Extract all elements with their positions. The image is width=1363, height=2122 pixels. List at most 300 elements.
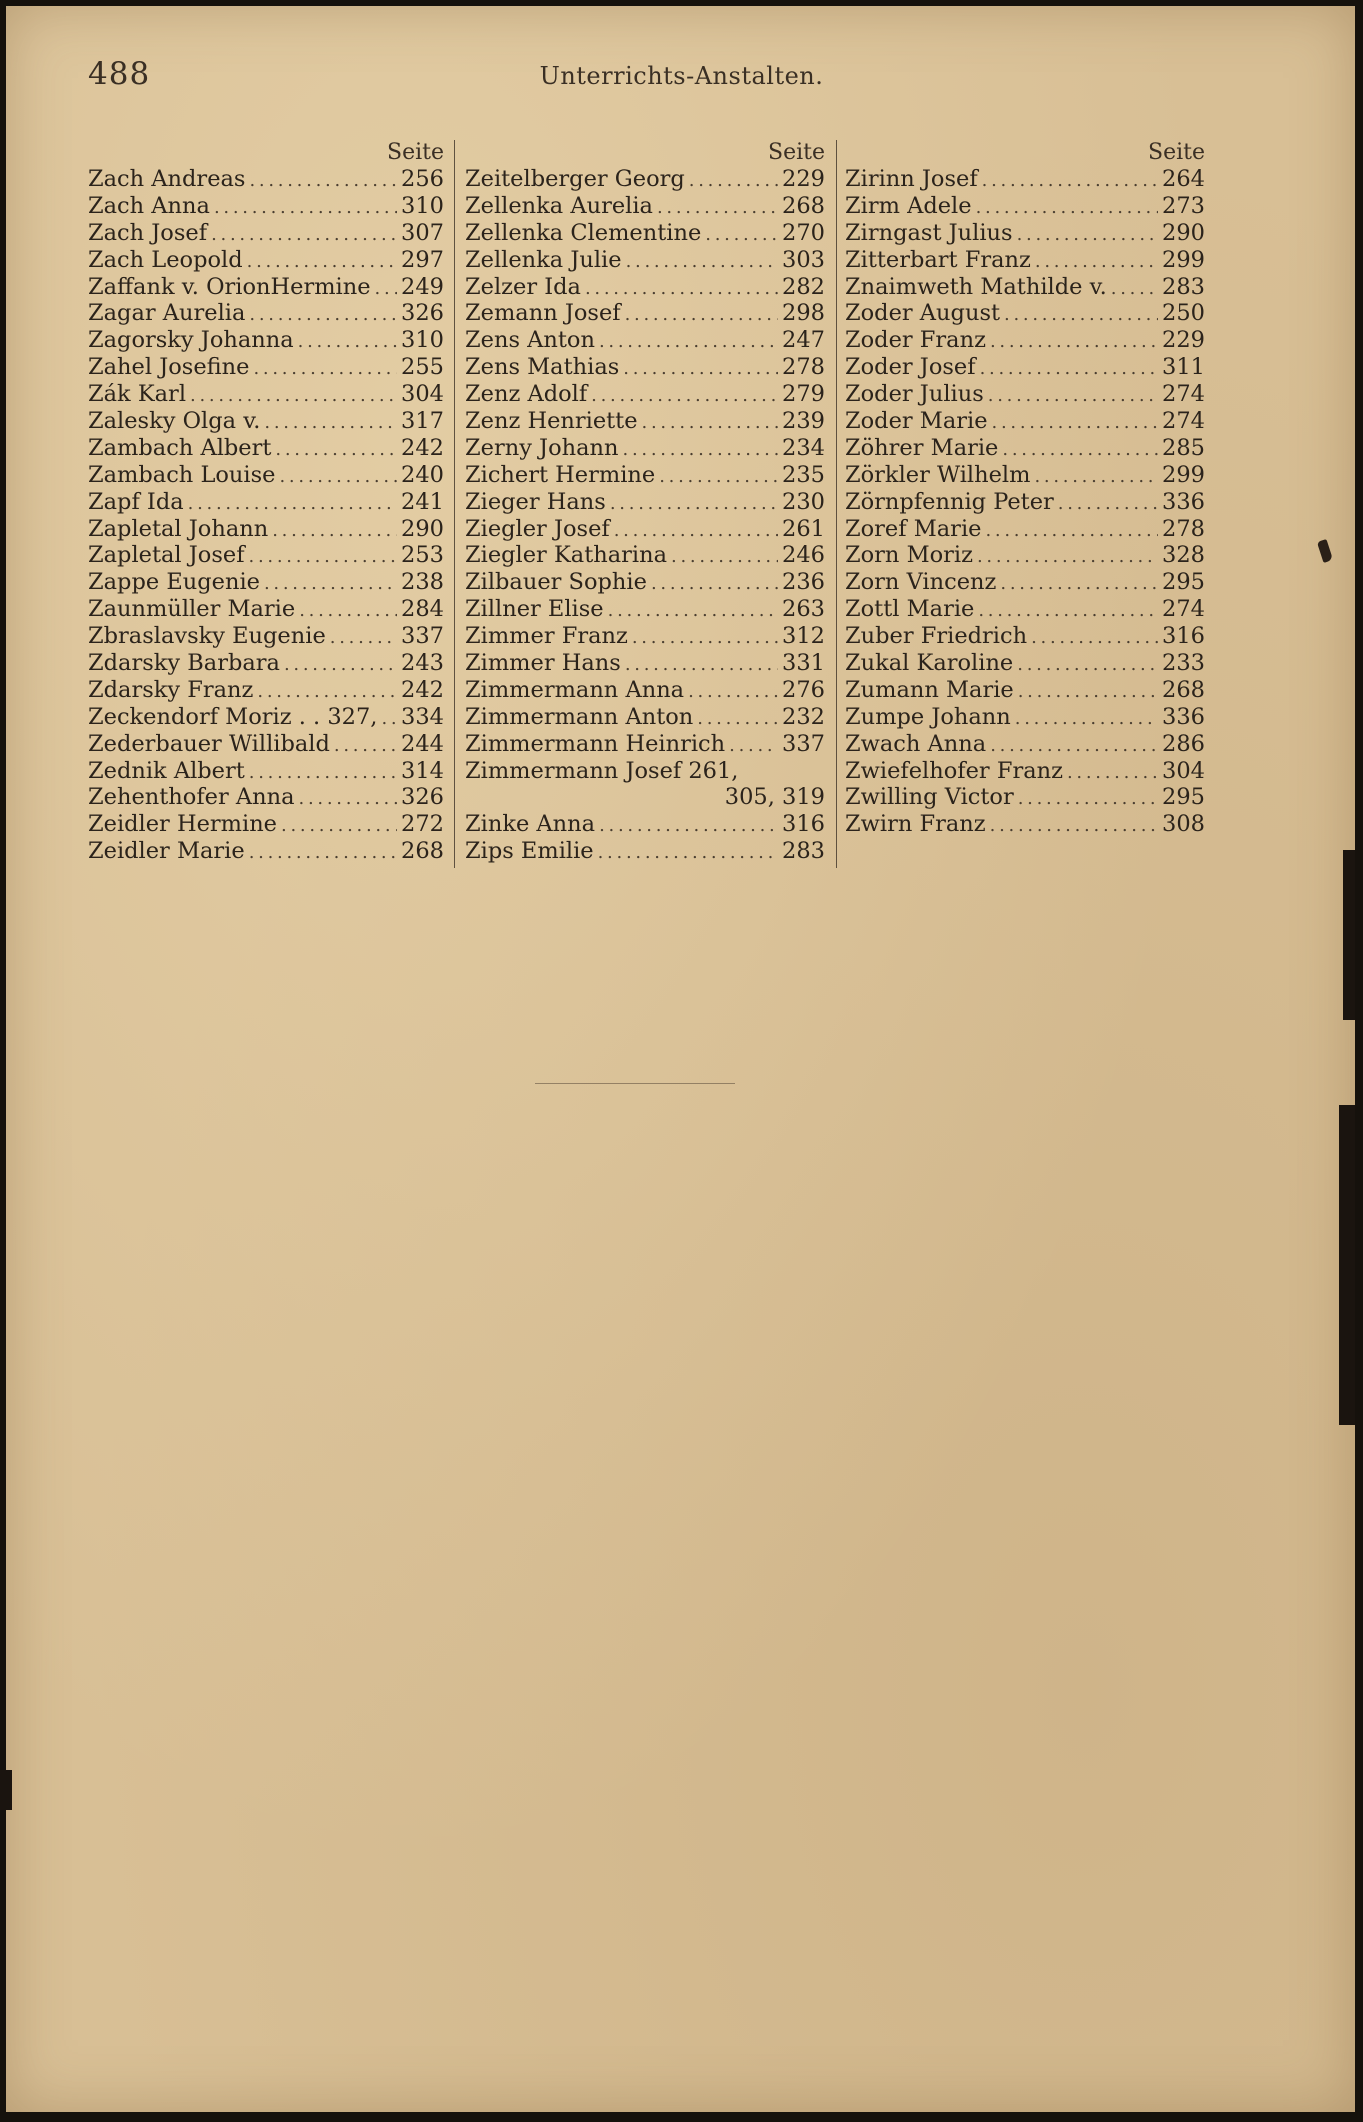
leader-dots (1018, 679, 1158, 706)
leader-dots (299, 786, 398, 813)
entry-name: Zirinn Josef (845, 166, 978, 192)
entry-page: 314 (401, 757, 444, 784)
entry-page: 336 (1162, 703, 1205, 730)
entry-name: Zimmermann Heinrich (465, 730, 726, 757)
leader-dots (1034, 464, 1158, 491)
leader-dots (705, 222, 778, 249)
entry-page: 243 (401, 650, 444, 677)
leader-dots (976, 195, 1158, 222)
entry-page: 278 (782, 354, 825, 381)
entry-page: 278 (1162, 515, 1205, 542)
entry-list (465, 166, 825, 865)
leader-dots (264, 410, 397, 437)
entry-page: 273 (1162, 192, 1205, 219)
index-entry (845, 300, 1205, 327)
entry-name: Zoder Josef (845, 354, 976, 381)
entry-page: 240 (401, 461, 444, 488)
seite-label: Seite (768, 140, 825, 165)
index-entry (465, 650, 825, 677)
entry-name: Zednik Albert (88, 757, 245, 784)
entry-name: Zuber Friedrich (845, 623, 1028, 650)
leader-dots (249, 302, 397, 329)
entry-name: Zellenka Aurelia (465, 192, 653, 219)
leader-dots (988, 383, 1158, 410)
index-entry (845, 381, 1205, 408)
entry-page: 299 (1162, 246, 1205, 273)
entry-name: Zapletal Josef (88, 542, 245, 569)
entry-page: 246 (782, 542, 825, 569)
entry-name: Zichert Hermine (465, 461, 656, 488)
entry-name: Zöhrer Marie (845, 434, 999, 461)
entry-page: 242 (401, 676, 444, 703)
entry-name: Zenz Henriette (465, 408, 638, 435)
entry-page: 274 (1162, 596, 1205, 623)
index-entry (845, 704, 1205, 731)
leader-dots (990, 329, 1158, 356)
leader-dots (334, 733, 397, 760)
index-entry (465, 569, 825, 596)
index-entry (88, 300, 444, 327)
entry-page: 256 (401, 166, 444, 192)
entry-page: 337 (401, 623, 444, 650)
entry-page: 268 (782, 192, 825, 219)
leader-dots (688, 679, 778, 706)
entry-page: 310 (401, 192, 444, 219)
entry-name: Zoder Franz (845, 327, 986, 354)
entry-name: Zörkler Wilhelm (845, 461, 1031, 488)
index-entry (465, 758, 825, 785)
entry-name: Zák Karl (88, 381, 187, 408)
index-entry (845, 569, 1205, 596)
leader-dots (614, 518, 778, 545)
entry-name: Zorn Moriz (845, 542, 973, 569)
leader-dots (1015, 706, 1158, 733)
entry-page: 268 (401, 838, 444, 865)
leader-dots (632, 625, 778, 652)
leader-dots (249, 168, 397, 195)
index-entry (465, 731, 825, 758)
entry-page: 261 (782, 515, 825, 542)
entry-name: Zwirn Franz (845, 811, 986, 838)
leader-dots (985, 518, 1158, 545)
index-entry (465, 193, 825, 220)
index-entry (465, 435, 825, 462)
leader-dots (980, 356, 1158, 383)
entry-page: 244 (401, 730, 444, 757)
entry-name: Zeidler Marie (88, 838, 245, 865)
leader-dots (1058, 491, 1158, 518)
index-entry (88, 435, 444, 462)
entry-name: Zoder August (845, 300, 1001, 327)
entry-name: Znaimweth Mathilde v. (845, 273, 1107, 300)
entry-name: Zehenthofer Anna (88, 784, 295, 811)
entry-page: 310 (401, 327, 444, 354)
entry-name: Zbraslavsky Eugenie (88, 623, 326, 650)
entry-name: Zach Leopold (88, 246, 243, 273)
entry-name: Zimmermann Anton (465, 703, 694, 730)
index-entry (845, 274, 1205, 301)
entry-page: 264 (1162, 166, 1205, 192)
entry-name: Ziegler Katharina (465, 542, 667, 569)
entry-page: 232 (782, 703, 825, 730)
entry-page: 331 (782, 650, 825, 677)
index-entry (88, 758, 444, 785)
entry-page: 263 (782, 596, 825, 623)
entry-name: Zips Emilie (465, 838, 594, 865)
index-entry (845, 354, 1205, 381)
entry-page: 308 (1162, 811, 1205, 838)
index-entry (88, 193, 444, 220)
running-head: Unterrichts-Anstalten. (539, 62, 824, 90)
leader-dots (1017, 222, 1158, 249)
index-entry (465, 300, 825, 327)
entry-page: 312 (782, 623, 825, 650)
column-divider (836, 140, 837, 868)
entry-name: Zottl Marie (845, 596, 975, 623)
entry-name: Zilbauer Sophie (465, 569, 647, 596)
leader-dots (982, 168, 1158, 195)
entry-page: 299 (1162, 461, 1205, 488)
index-entry (88, 166, 444, 193)
leader-dots (585, 276, 778, 303)
leader-dots (249, 760, 397, 787)
index-entry (465, 274, 825, 301)
entry-name: Zillner Elise (465, 596, 604, 623)
edge-tab (0, 1770, 12, 1810)
index-column-3 (845, 140, 1205, 838)
leader-dots (729, 733, 778, 760)
entry-page: 274 (1162, 408, 1205, 435)
entry-page: 276 (782, 676, 825, 703)
leader-dots (599, 329, 778, 356)
entry-page: 316 (782, 811, 825, 838)
entry-name: Zagorsky Johanna (88, 327, 294, 354)
leader-dots (190, 383, 397, 410)
leader-dots (375, 276, 398, 303)
index-entry (88, 381, 444, 408)
leader-dots (992, 410, 1159, 437)
leader-dots (1002, 437, 1158, 464)
entry-name: Zaunmüller Marie (88, 596, 296, 623)
index-entry (465, 704, 825, 731)
entry-page: 303 (782, 246, 825, 273)
entry-name: Zoder Marie (845, 408, 988, 435)
leader-dots (697, 706, 778, 733)
end-rule (535, 1083, 735, 1084)
entry-page: 234 (782, 434, 825, 461)
leader-dots (1035, 249, 1158, 276)
entry-page: 233 (1162, 650, 1205, 677)
entry-page: 282 (782, 273, 825, 300)
index-entry (465, 462, 825, 489)
entry-name: Zach Andreas (88, 166, 246, 192)
entry-name: Zinke Anna (465, 811, 596, 838)
entry-name: Zach Anna (88, 192, 210, 219)
entry-name: Zederbauer Willibald (88, 730, 330, 757)
entry-page: 230 (782, 488, 825, 515)
index-entry (465, 381, 825, 408)
leader-dots (1111, 276, 1158, 303)
entry-name: Zenz Adolf (465, 381, 588, 408)
index-entry (465, 327, 825, 354)
leader-dots (623, 437, 779, 464)
leader-dots (253, 356, 397, 383)
entry-name: Zeitelberger Georg (465, 166, 685, 192)
entry-name: Zellenka Clementine (465, 219, 702, 246)
entry-page: 336 (1162, 488, 1205, 515)
index-entry (465, 677, 825, 704)
index-entry (88, 650, 444, 677)
leader-dots (671, 544, 778, 571)
index-entry (845, 811, 1205, 838)
index-entry (845, 220, 1205, 247)
leader-dots (299, 598, 397, 625)
entry-name: Zens Mathias (465, 354, 620, 381)
entry-page: 295 (1162, 784, 1205, 811)
index-entry (465, 542, 825, 569)
entry-name: Zambach Albert (88, 434, 272, 461)
leader-dots (257, 679, 397, 706)
entry-page: 255 (401, 354, 444, 381)
entry-name: Zukal Karoline (845, 650, 1014, 677)
leader-dots (247, 249, 397, 276)
leader-dots (281, 813, 397, 840)
index-entry (845, 435, 1205, 462)
entry-name: Zdarsky Franz (88, 676, 254, 703)
leader-dots (214, 195, 397, 222)
leader-dots (1018, 786, 1158, 813)
entry-name: Zemann Josef (465, 300, 621, 327)
entry-name: Zimmermann Anna (465, 676, 685, 703)
entry-page: 297 (401, 246, 444, 273)
entry-page: 298 (782, 300, 825, 327)
index-entry (465, 784, 825, 811)
index-entry (88, 220, 444, 247)
index-entry (88, 354, 444, 381)
entry-name: Zieger Hans (465, 488, 606, 515)
entry-page: 334 (401, 703, 444, 730)
index-entry (465, 489, 825, 516)
leader-dots (188, 491, 397, 518)
entry-name: Zirm Adele (845, 192, 972, 219)
entry-page: 328 (1162, 542, 1205, 569)
index-entry (845, 489, 1205, 516)
entry-page: 316 (1162, 623, 1205, 650)
entry-page: 235 (782, 461, 825, 488)
entry-page: 236 (782, 569, 825, 596)
entry-page: 317 (401, 408, 444, 435)
entry-page: 307 (401, 219, 444, 246)
entry-page: 283 (782, 838, 825, 865)
entry-page: 242 (401, 434, 444, 461)
entry-name: Zirngast Julius (845, 219, 1013, 246)
leader-dots (591, 383, 778, 410)
entry-page: 326 (401, 784, 444, 811)
entry-name: Zoder Julius (845, 381, 984, 408)
entry-name: Zumann Marie (845, 676, 1014, 703)
leader-dots (249, 544, 398, 571)
entry-name: Zagar Aurelia (88, 300, 246, 327)
leader-dots (990, 733, 1158, 760)
entry-page: 274 (1162, 381, 1205, 408)
entry-page: 283 (1162, 273, 1205, 300)
index-entry (88, 462, 444, 489)
leader-dots (598, 840, 778, 867)
entry-page: 279 (782, 381, 825, 408)
index-entry (845, 408, 1205, 435)
entry-page: 247 (782, 327, 825, 354)
index-entry (88, 677, 444, 704)
leader-dots (625, 652, 778, 679)
entry-page: 285 (1162, 434, 1205, 461)
leader-dots (381, 706, 397, 733)
entry-name: Ziegler Josef (465, 515, 610, 542)
entry-page: 304 (401, 381, 444, 408)
entry-page: 239 (782, 408, 825, 435)
entry-name: Zalesky Olga v. (88, 408, 261, 435)
index-entry (845, 542, 1205, 569)
index-entry (465, 596, 825, 623)
entry-page: 304 (1162, 757, 1205, 784)
index-entry (845, 650, 1205, 677)
entry-name: Zimmer Hans (465, 650, 621, 677)
leader-dots (599, 813, 778, 840)
leader-dots (298, 329, 397, 356)
leader-dots (330, 625, 397, 652)
index-entry (88, 596, 444, 623)
index-entry (465, 623, 825, 650)
entry-name: Zeidler Hermine (88, 811, 277, 838)
seite-label: Seite (1148, 140, 1205, 165)
entry-page: 290 (401, 515, 444, 542)
index-entry (845, 758, 1205, 785)
entry-page: 268 (1162, 676, 1205, 703)
index-entry (88, 784, 444, 811)
entry-page: 241 (401, 488, 444, 515)
index-column-1 (88, 140, 444, 865)
leader-dots (1017, 652, 1158, 679)
index-entry (845, 623, 1205, 650)
entry-name: Zambach Louise (88, 461, 276, 488)
index-entry (88, 489, 444, 516)
entry-name: Zens Anton (465, 327, 595, 354)
index-entry (845, 516, 1205, 543)
column-divider (454, 140, 455, 868)
index-entry (845, 596, 1205, 623)
entry-name: Zoref Marie (845, 515, 982, 542)
index-entry (88, 516, 444, 543)
entry-page: 305, 319 (724, 784, 825, 811)
entry-page: 238 (401, 569, 444, 596)
leader-dots (211, 222, 397, 249)
index-entry (845, 247, 1205, 274)
entry-name: Zwach Anna (845, 730, 987, 757)
entry-page: 229 (1162, 327, 1205, 354)
index-entry (88, 327, 444, 354)
index-entry (88, 838, 444, 865)
leader-dots (608, 598, 778, 625)
index-entry (465, 516, 825, 543)
leader-dots (657, 195, 778, 222)
leader-dots (1031, 625, 1158, 652)
index-entry (88, 623, 444, 650)
entry-page: 286 (1162, 730, 1205, 757)
entry-page: 290 (1162, 219, 1205, 246)
entry-name: Zapletal Johann (88, 515, 269, 542)
entry-page: 270 (782, 219, 825, 246)
entry-list (845, 166, 1205, 838)
seite-label: Seite (387, 140, 444, 165)
leader-dots (642, 410, 779, 437)
leader-dots (279, 464, 397, 491)
leader-dots (978, 598, 1158, 625)
index-entry (845, 784, 1205, 811)
leader-dots (284, 652, 397, 679)
entry-name: Zitterbart Franz (845, 246, 1031, 273)
index-entry (88, 811, 444, 838)
entry-name: Zach Josef (88, 219, 208, 246)
index-entry (88, 408, 444, 435)
leader-dots (272, 518, 397, 545)
index-entry (465, 408, 825, 435)
leader-dots (1000, 571, 1158, 598)
entry-name: Zimmer Franz (465, 623, 628, 650)
entry-name: Zapf Ida (88, 488, 184, 515)
entry-list (88, 166, 444, 865)
index-entry (845, 462, 1205, 489)
entry-name: Zwiefelhofer Franz (845, 757, 1063, 784)
entry-name: Zerny Johann (465, 434, 619, 461)
leader-dots (626, 249, 778, 276)
leader-dots (264, 571, 397, 598)
index-entry (465, 354, 825, 381)
page-number: 488 (88, 56, 151, 92)
leader-dots (1067, 760, 1158, 787)
index-entry (88, 704, 444, 731)
entry-name: Zwilling Victor (845, 784, 1014, 811)
index-entry (88, 542, 444, 569)
leader-dots (1004, 302, 1158, 329)
entry-name: Zappe Eugenie (88, 569, 260, 596)
index-entry (845, 193, 1205, 220)
leader-dots (625, 302, 778, 329)
index-entry (88, 247, 444, 274)
leader-dots (990, 813, 1158, 840)
leader-dots (623, 356, 778, 383)
entry-page: 311 (1162, 354, 1205, 381)
index-entry (845, 166, 1205, 193)
leader-dots (610, 491, 778, 518)
entry-name: Zumpe Johann (845, 703, 1011, 730)
index-entry (845, 327, 1205, 354)
entry-page: 229 (782, 166, 825, 192)
entry-page: 249 (401, 273, 444, 300)
entry-name: Zellenka Julie (465, 246, 622, 273)
index-entry (465, 220, 825, 247)
leader-dots (249, 840, 397, 867)
index-entry (88, 731, 444, 758)
entry-page: 326 (401, 300, 444, 327)
entry-name: Zaffank v. OrionHermine (88, 273, 371, 300)
index-entry (88, 274, 444, 301)
edge-tab (1339, 1105, 1355, 1425)
leader-dots (659, 464, 778, 491)
index-entry (845, 677, 1205, 704)
entry-page: 253 (401, 542, 444, 569)
index-column-2 (465, 140, 825, 865)
entry-name: Zahel Josefine (88, 354, 250, 381)
leader-dots (977, 544, 1158, 571)
